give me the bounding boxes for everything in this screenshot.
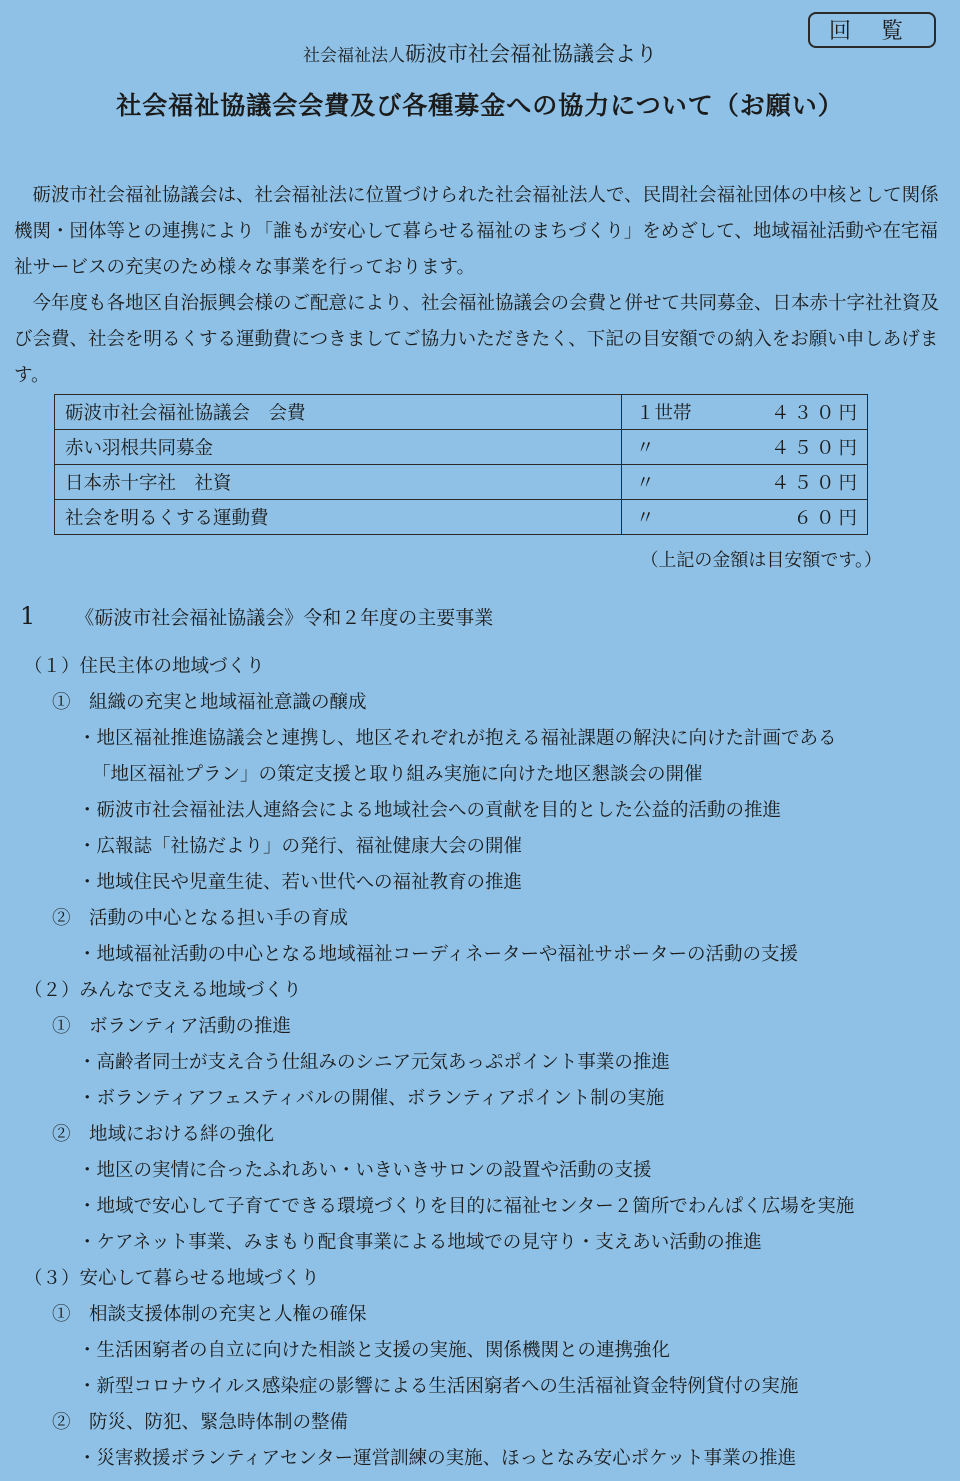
section-subheading: （２）みんなで支える地域づくり <box>24 980 302 1001</box>
list-item: ・ボランティアフェスティバルの開催、ボランティアポイント制の実施 <box>78 1088 665 1109</box>
fee-unit: 〃 <box>622 500 732 535</box>
fee-amount: ６０円 <box>732 500 868 535</box>
issuer-line <box>0 38 960 68</box>
item-heading: ② 活動の中心となる担い手の育成 <box>52 908 349 929</box>
fee-unit: 〃 <box>622 465 732 500</box>
item-heading: ① 組織の充実と地域福祉意識の醸成 <box>52 692 367 713</box>
section-number: 1 <box>20 602 36 630</box>
fee-unit: １世帯 <box>622 395 732 430</box>
list-item: ・地域で安心して子育てできる環境づくりを目的に福祉センター２箇所でわんぱく広場を実施 <box>78 1196 855 1217</box>
fee-name: 赤い羽根共同募金 <box>55 430 622 465</box>
org-prefix: 社会福祉法人 <box>303 46 405 66</box>
section-subheading: （３）安心して暮らせる地域づくり <box>24 1268 320 1289</box>
section-heading <box>20 602 493 630</box>
table-row <box>55 500 868 535</box>
fee-amount: ４５０円 <box>732 465 868 500</box>
fee-name: 日本赤十字社 社資 <box>55 465 622 500</box>
intro-paragraph-1: 砺波市社会福祉協議会は、社会福祉法に位置づけられた社会福祉法人で、民間社会福祉団体の中核として関係機関・団体等との連携により「誰もが安心して暮らせる福祉のまちづくり」をめざして、地域福祉活動や在宅福祉サービスの充実のため様々な事業を行っております。 <box>14 185 939 278</box>
fee-name: 砺波市社会福祉協議会 会費 <box>55 395 622 430</box>
fee-note: （上記の金額は目安額です。） <box>640 550 882 571</box>
list-item: ・地区の実情に合ったふれあい・いきいきサロンの設置や活動の支援 <box>78 1160 652 1181</box>
list-item: ・災害救援ボランティアセンター運営訓練の実施、ほっとなみ安心ポケット事業の推進 <box>78 1448 797 1469</box>
list-item: ・地域住民や児童生徒、若い世代への福祉教育の推進 <box>78 872 523 893</box>
list-item: ・砺波市社会福祉法人連絡会による地域社会への貢献を目的とした公益的活動の推進 <box>78 800 782 821</box>
item-heading: ② 地域における絆の強化 <box>52 1124 275 1145</box>
org-name: 砺波市社会福祉協議会より <box>405 42 657 66</box>
intro-text <box>14 178 950 394</box>
intro-paragraph-2: 今年度も各地区自治振興会様のご配意により、社会福祉協議会の会費と併せて共同募金、日本赤十字社社資及び会費、社会を明るくする運動費につきましてご協力いただきたく、下記の目安額での納入をお願い申しあげます。 <box>14 293 940 386</box>
fee-table <box>54 394 868 535</box>
list-item: ・ケアネット事業、みまもり配食事業による地域での見守り・支えあい活動の推進 <box>78 1232 762 1253</box>
item-heading: ① ボランティア活動の推進 <box>52 1016 292 1037</box>
document-title: 社会福祉協議会会費及び各種募金への協力について（お願い） <box>116 91 844 120</box>
item-heading: ① 相談支援体制の充実と人権の確保 <box>52 1304 367 1325</box>
table-row <box>55 430 868 465</box>
list-item: ・高齢者同士が支え合う仕組みのシニア元気あっぷポイント事業の推進 <box>78 1052 670 1073</box>
list-item: ・地域福祉活動の中心となる地域福祉コーディネーターや福祉サポーターの活動の支援 <box>78 944 799 965</box>
fee-name: 社会を明るくする運動費 <box>55 500 622 535</box>
circulation-stamp: 回覧 <box>808 12 936 48</box>
table-row <box>55 465 868 500</box>
list-item: ・地区福祉推進協議会と連携し、地区それぞれが抱える福祉課題の解決に向けた計画である <box>78 728 837 749</box>
table-row <box>55 395 868 430</box>
fee-unit: 〃 <box>622 430 732 465</box>
list-item: ・生活困窮者の自立に向けた相談と支援の実施、関係機関との連携強化 <box>78 1340 671 1361</box>
section-title: 《砺波市社会福祉協議会》令和２年度の主要事業 <box>75 607 494 629</box>
fee-amount: ４５０円 <box>732 430 868 465</box>
fee-amount: ４３０円 <box>732 395 868 430</box>
list-item: 「地区福祉プラン」の策定支援と取り組み実施に向けた地区懇談会の開催 <box>92 764 703 785</box>
item-heading: ② 防災、防犯、緊急時体制の整備 <box>52 1412 349 1433</box>
list-item: ・広報誌「社協だより」の発行、福祉健康大会の開催 <box>78 836 523 857</box>
list-item: ・新型コロナウイルス感染症の影響による生活困窮者への生活福祉資金特例貸付の実施 <box>78 1376 799 1397</box>
section-subheading: （１）住民主体の地域づくり <box>24 656 265 677</box>
